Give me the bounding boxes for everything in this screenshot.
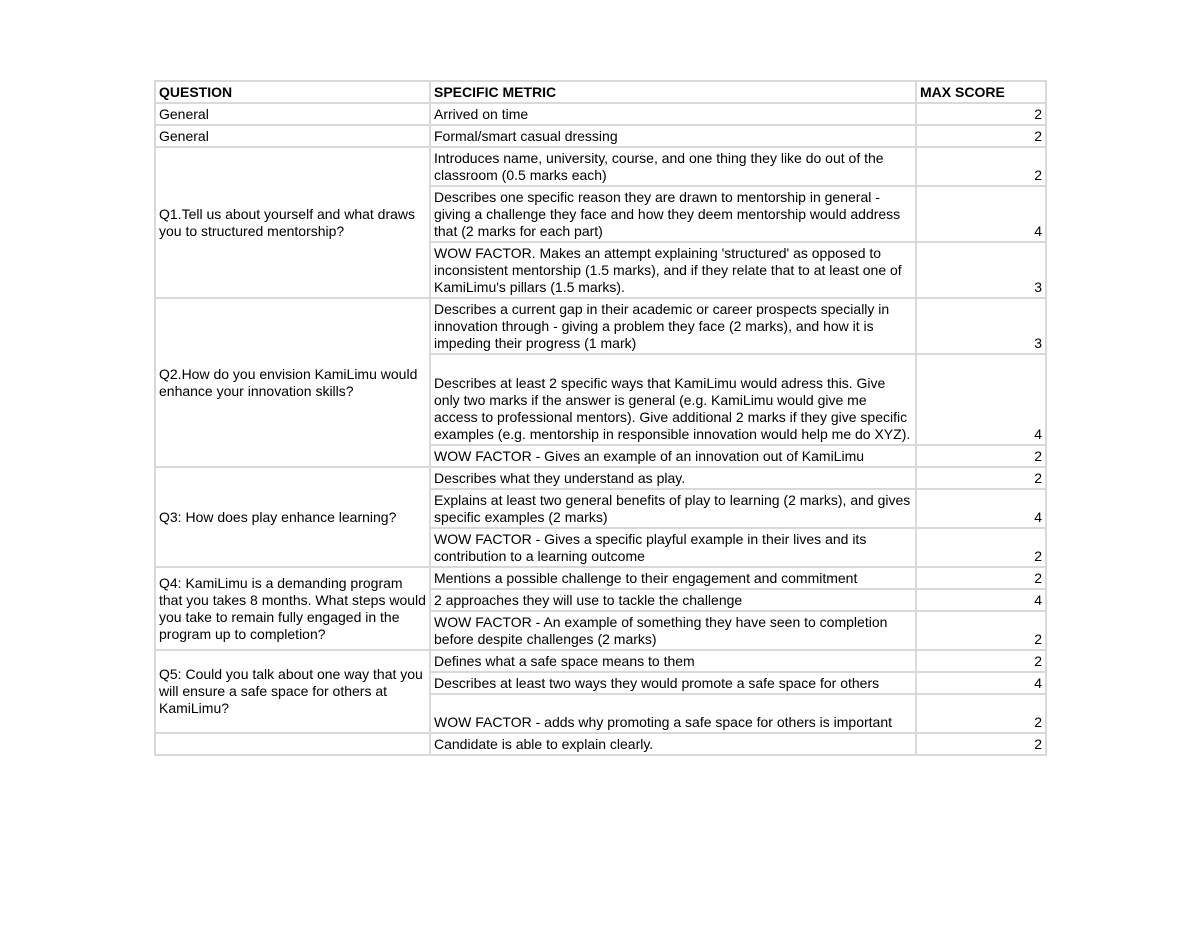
metric-cell: Formal/smart casual dressing (430, 125, 916, 147)
metric-cell: WOW FACTOR - adds why promoting a safe space for others is important (430, 694, 916, 733)
table-row (155, 567, 1046, 589)
rubric-body (155, 103, 1046, 755)
metric-cell: 2 approaches they will use to tackle the challenge (430, 589, 916, 611)
question-cell: General (155, 103, 430, 125)
question-cell: General (155, 125, 430, 147)
question-cell: Q4: KamiLimu is a demanding program that you takes 8 months. What steps would you take to remain fully engaged in the program up to completion? (155, 567, 430, 650)
max-score-cell: 2 (916, 733, 1046, 755)
question-cell (155, 733, 430, 755)
metric-cell: Describes a current gap in their academic or career prospects specially in innovation through - giving a problem they face (2 marks), and how it is impeding their progress (1 mark) (430, 298, 916, 354)
table-row (155, 733, 1046, 755)
question-cell: Q2.How do you envision KamiLimu would enhance your innovation skills? (155, 298, 430, 467)
max-score-cell: 4 (916, 489, 1046, 528)
metric-cell: Describes what they understand as play. (430, 467, 916, 489)
header-max-score: MAX SCORE (916, 81, 1046, 103)
max-score-cell: 2 (916, 528, 1046, 567)
max-score-cell: 4 (916, 354, 1046, 445)
question-cell: Q1.Tell us about yourself and what draws you to structured mentorship? (155, 147, 430, 298)
max-score-cell: 2 (916, 445, 1046, 467)
max-score-cell: 4 (916, 672, 1046, 694)
max-score-cell: 2 (916, 103, 1046, 125)
max-score-cell: 2 (916, 467, 1046, 489)
table-row (155, 298, 1046, 354)
metric-cell: WOW FACTOR - An example of something they have seen to completion before despite challenges (2 marks) (430, 611, 916, 650)
max-score-cell: 3 (916, 298, 1046, 354)
table-row (155, 467, 1046, 489)
max-score-cell: 2 (916, 147, 1046, 186)
metric-cell: WOW FACTOR. Makes an attempt explaining 'structured' as opposed to inconsistent mentorship (1.5 marks), and if they relate that to at least one of KamiLimu's pillars (1.5 marks). (430, 242, 916, 298)
metric-cell: Describes one specific reason they are drawn to mentorship in general - giving a challenge they face and how they deem mentorship would address that (2 marks for each part) (430, 186, 916, 242)
max-score-cell: 2 (916, 611, 1046, 650)
max-score-cell: 4 (916, 186, 1046, 242)
metric-cell: Candidate is able to explain clearly. (430, 733, 916, 755)
metric-cell: Arrived on time (430, 103, 916, 125)
table-row (155, 650, 1046, 672)
metric-cell: WOW FACTOR - Gives an example of an innovation out of KamiLimu (430, 445, 916, 467)
table-row (155, 147, 1046, 186)
header-row (155, 81, 1046, 103)
metric-cell: Introduces name, university, course, and one thing they like do out of the classroom (0.5 marks each) (430, 147, 916, 186)
header-specific-metric: SPECIFIC METRIC (430, 81, 916, 103)
max-score-cell: 4 (916, 589, 1046, 611)
metric-cell: Defines what a safe space means to them (430, 650, 916, 672)
max-score-cell: 2 (916, 125, 1046, 147)
max-score-cell: 2 (916, 694, 1046, 733)
max-score-cell: 2 (916, 650, 1046, 672)
metric-cell: Mentions a possible challenge to their engagement and commitment (430, 567, 916, 589)
question-cell: Q3: How does play enhance learning? (155, 467, 430, 567)
metric-cell: WOW FACTOR - Gives a specific playful example in their lives and its contribution to a learning outcome (430, 528, 916, 567)
question-cell: Q5: Could you talk about one way that you will ensure a safe space for others at KamiLimu? (155, 650, 430, 733)
scoring-rubric-table (154, 80, 1047, 756)
table-row (155, 125, 1046, 147)
spreadsheet-page (154, 80, 1047, 756)
table-row (155, 103, 1046, 125)
header-question: QUESTION (155, 81, 430, 103)
metric-cell: Describes at least two ways they would promote a safe space for others (430, 672, 916, 694)
max-score-cell: 3 (916, 242, 1046, 298)
max-score-cell: 2 (916, 567, 1046, 589)
metric-cell: Explains at least two general benefits of play to learning (2 marks), and gives specific examples (2 marks) (430, 489, 916, 528)
metric-cell: Describes at least 2 specific ways that KamiLimu would adress this. Give only two marks if the answer is general (e.g. KamiLimu would give me access to professional mentors). Give additional 2 marks if they give specific examples (e.g. mentorship in responsible innovation would help me do XYZ). (430, 354, 916, 445)
